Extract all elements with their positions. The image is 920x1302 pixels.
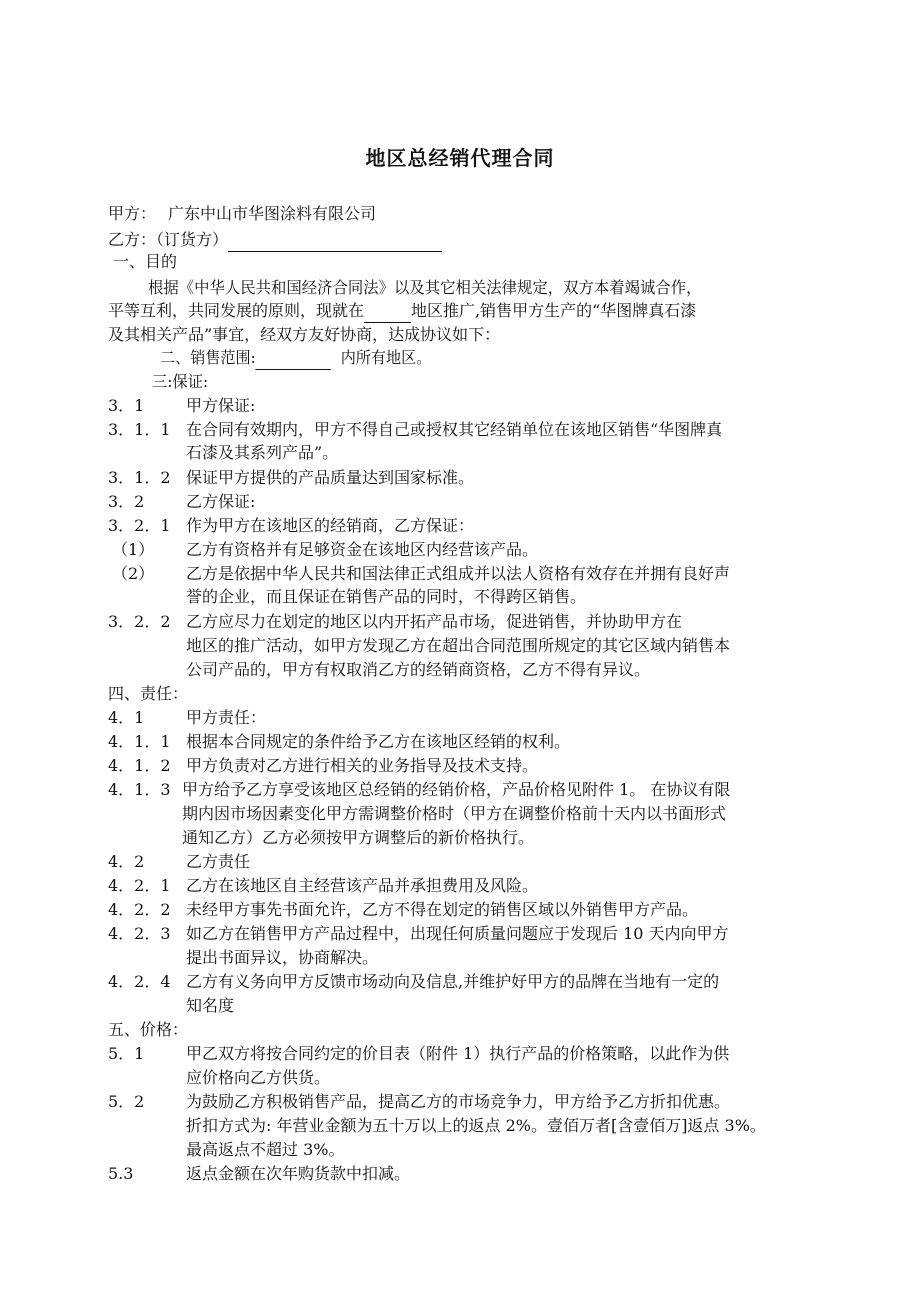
para-text: 平等互利，共同发展的原则，现就在 (108, 301, 365, 320)
item-number: 5．1 (108, 1044, 145, 1063)
item-text: 乙方应尽力在划定的地区以内开拓产品市场，促进销售，并协助甲方在 (186, 612, 683, 631)
item-text: 甲方给予乙方享受该地区总经销的经销价格，产品价格见附件 1。 在协议有限 (182, 780, 731, 799)
item-number: 4．2．3 (108, 924, 171, 943)
section-1-heading: 一、目的 (113, 252, 178, 271)
section-1-para-line-3: 及其相关产品”事宜，经双方友好协商，达成协议如下： (108, 325, 501, 344)
section-3-heading: 三:保证: (152, 372, 209, 391)
item-number: 3．1．1 (108, 420, 171, 439)
item-text: 折扣方式为: 年营业金额为五十万以上的返点 2%。壹佰万者[含壹佰万]返点 3%。 (186, 1116, 766, 1135)
item-number: 3．1 (108, 396, 145, 415)
item-number: 4．2．2 (108, 900, 171, 919)
document-title: 地区总经销代理合同 (365, 146, 555, 170)
region-blank (364, 303, 411, 323)
item-number: 4．1 (108, 708, 145, 727)
item-text: 作为甲方在该地区的经销商，乙方保证： (186, 516, 475, 535)
item-text: 甲方责任： (186, 708, 267, 727)
section-2-line (160, 346, 830, 370)
party-a-name: 广东中山市华图涂料有限公司 (168, 204, 377, 223)
item-text: 乙方保证: (186, 492, 256, 511)
section-4-heading: 四、责任： (108, 684, 189, 703)
item-text: 乙方有义务向甲方反馈市场动向及信息,并维护好甲方的品牌在当地有一定的 (186, 972, 720, 991)
section-1-para-line-2 (108, 299, 818, 323)
item-text: 保证甲方提供的产品质量达到国家标准。 (186, 468, 475, 487)
item-text: 在合同有效期内，甲方不得自己或授权其它经销单位在该地区销售“华图牌真 (186, 420, 723, 439)
item-text: 乙方是依据中华人民共和国法律正式组成并以法人资格有效存在并拥有良好声 (186, 564, 731, 583)
item-number: 5.3 (108, 1164, 134, 1183)
item-number: 4．1．1 (108, 732, 171, 751)
item-text: 乙方有资格并有足够资金在该地区内经营该产品。 (186, 540, 539, 559)
sales-area-blank (256, 350, 332, 370)
section-2-heading: 二、销售范围: (160, 348, 256, 367)
item-text: 乙方责任 (186, 852, 251, 871)
item-text: 甲方保证: (186, 396, 256, 415)
item-number: 4．2．1 (108, 876, 171, 895)
section-2-tail: 内所有地区。 (340, 348, 432, 367)
item-text: 甲方负责对乙方进行相关的业务指导及技术支持。 (186, 756, 539, 775)
item-text: 未经甲方事先书面允许，乙方不得在划定的销售区域以外销售甲方产品。 (186, 900, 699, 919)
item-number: 3．2．1 (108, 516, 171, 535)
item-text: 如乙方在销售甲方产品过程中，出现任何质量问题应于发现后 10 天内向甲方 (186, 924, 729, 943)
section-5-heading: 五、价格： (108, 1020, 189, 1039)
item-text: 返点金额在次年购货款中扣减。 (186, 1164, 411, 1183)
item-text: 甲乙双方将按合同约定的价目表（附件 1）执行产品的价格策略，以此作为供 (186, 1044, 730, 1063)
party-b-label: 乙方：（订货方） (108, 230, 229, 249)
item-text: 誉的企业，而且保证在销售产品的同时，不得跨区销售。 (186, 587, 587, 606)
item-text: 期内因市场因素变化甲方需调整价格时（甲方在调整价格前十天内以书面形式 (182, 804, 727, 823)
item-text: 知名度 (186, 996, 235, 1015)
item-text: 提出书面异议，协商解决。 (186, 948, 379, 967)
item-text: 通知乙方）乙方必须按甲方调整后的新价格执行。 (182, 828, 535, 847)
item-number: （1） (112, 540, 155, 559)
item-number: （2） (112, 564, 155, 583)
para-text: 地区推广,销售甲方生产的“华图牌真石漆 (411, 301, 697, 320)
item-number: 3．1．2 (108, 468, 171, 487)
item-text: 地区的推广活动，如甲方发现乙方在超出合同范围所规定的其它区域内销售本 (186, 636, 731, 655)
party-a-line (108, 202, 818, 226)
item-number: 5．2 (108, 1092, 145, 1111)
party-b-line (108, 228, 818, 252)
item-text: 公司产品的，甲方有权取消乙方的经销商资格，乙方不得有异议。 (186, 660, 651, 679)
party-a-label: 甲方： (108, 204, 157, 223)
item-number: 4．1．2 (108, 756, 171, 775)
item-number: 3．2 (108, 492, 145, 511)
item-number: 4．2 (108, 852, 145, 871)
item-text: 为鼓励乙方积极销售产品，提高乙方的市场竞争力，甲方给予乙方折扣优惠。 (186, 1092, 731, 1111)
item-text: 最高返点不超过 3%。 (186, 1140, 345, 1159)
item-text: 石漆及其系列产品”。 (186, 443, 339, 462)
item-number: 4．1．3 (108, 780, 171, 799)
section-1-para-line-1: 根据《中华人民共和国经济合同法》以及其它相关法律规定，双方本着竭诚合作， (148, 278, 702, 297)
party-b-blank (228, 232, 442, 252)
item-text: 乙方在该地区自主经营该产品并承担费用及风险。 (186, 876, 539, 895)
item-number: 4．2．4 (108, 972, 171, 991)
item-text: 应价格向乙方供货。 (186, 1068, 331, 1087)
item-text: 根据本合同规定的条件给予乙方在该地区经销的权利。 (186, 732, 571, 751)
item-number: 3．2．2 (108, 612, 171, 631)
